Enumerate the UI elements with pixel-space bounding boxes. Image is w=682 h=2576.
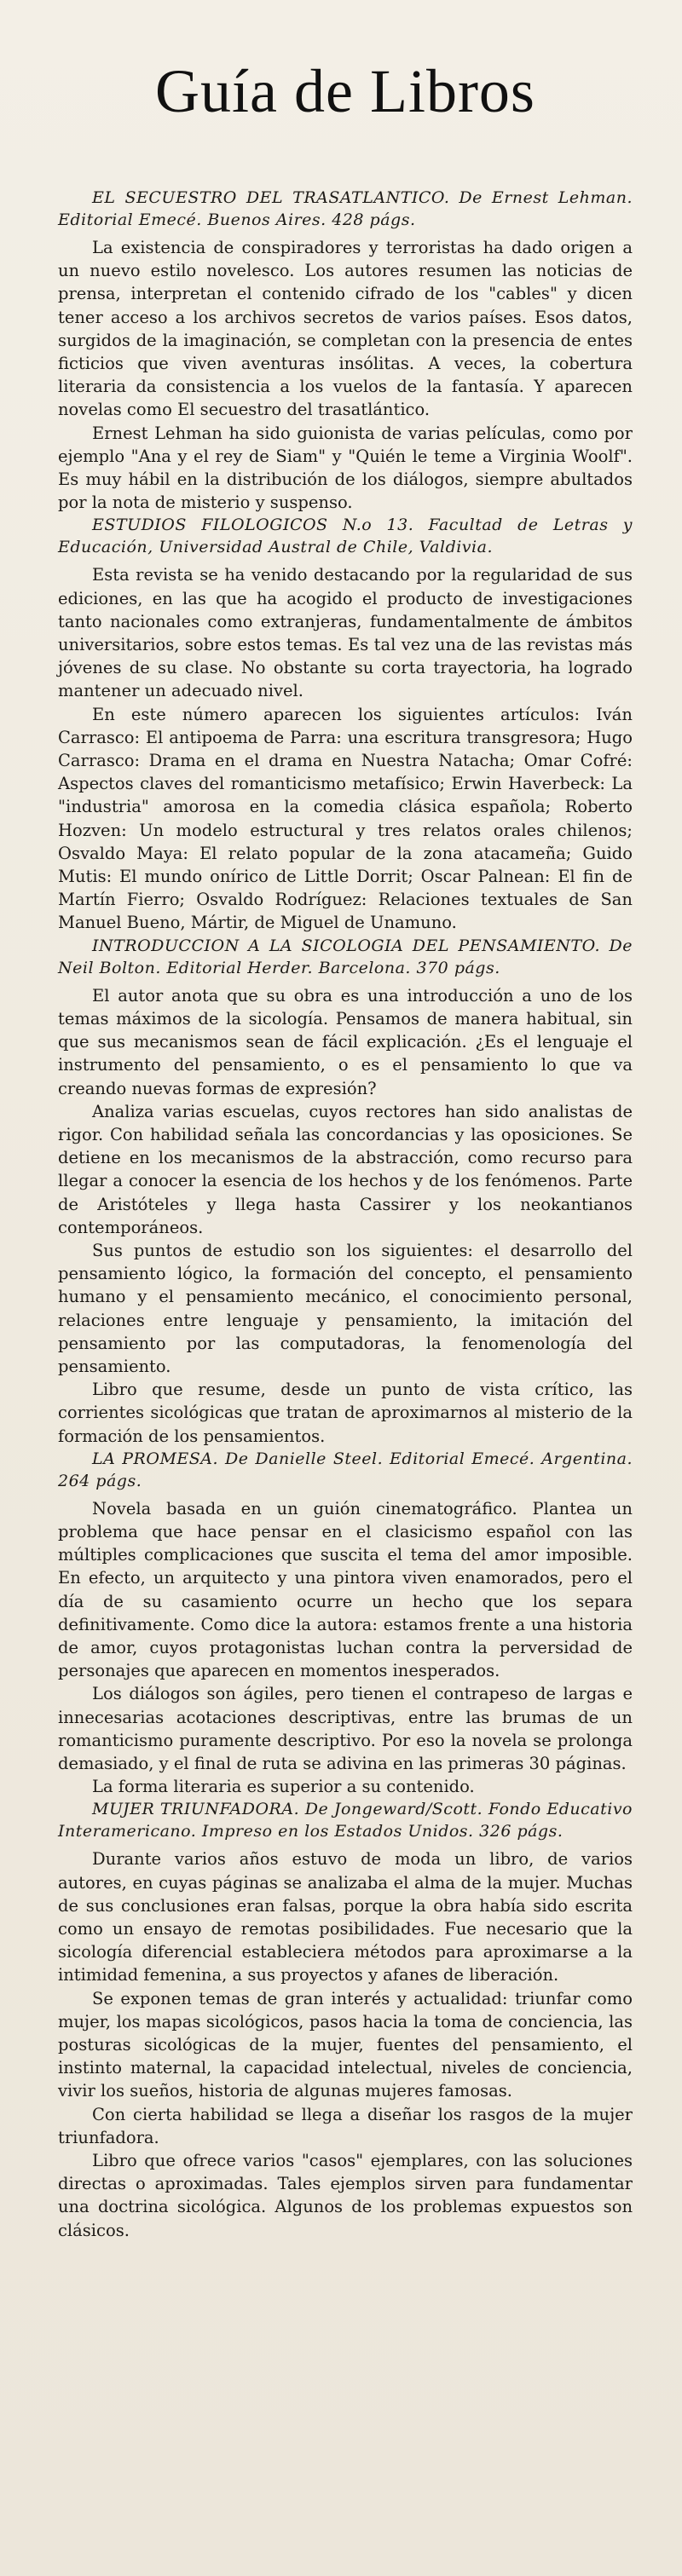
review-heading: EL SECUESTRO DEL TRASATLANTICO. De Ernest Lehman. Editorial Emecé. Buenos Aires. 428 págs. (58, 188, 633, 229)
review-paragraph: Libro que resume, desde un punto de vista crítico, las corrientes sicológicas que tratan de aproximarnos al misterio de la formación de los pensamientos. (58, 1380, 633, 1446)
review-estudios-filologicos (58, 514, 633, 934)
review-heading: ESTUDIOS FILOLOGICOS N.o 13. Facultad de Letras y Educación, Universidad Austral de Chile, Valdivia. (58, 516, 633, 557)
review-la-promesa (58, 1448, 633, 1799)
review-paragraph: Novela basada en un guión cinematográfico. Plantea un problema que hace pensar en el clasicismo español con las múltiples complicaciones que suscita el tema del amor imposible. En efecto, un arquitecto y una pintora viven enamorados, pero el día de su casamiento ocurre un hecho que los separa definitivamente. Como dice la autora: estamos frente a una historia de amor, cuyos protagonistas luchan contra la perversidad de personajes que aparecen en momentos inesperados. (58, 1498, 633, 1681)
review-paragraph: Durante varios años estuvo de moda un libro, de varios autores, en cuyas páginas se analizaba el alma de la mujer. Muchas de sus conclusiones eran falsas, porque la obra había sido escrita como un ensayo de remotas posibilidades. Fue necesario que la sicología diferencial estableciera métodos para aproximarse a la intimidad femenina, a sus proyectos y afanes de liberación. (58, 1849, 633, 1985)
review-paragraph: Los diálogos son ágiles, pero tienen el contrapeso de largas e innecesarias acotaciones descriptivas, entre las brumas de un romanticismo puramente descriptivo. Por eso la novela se prolonga demasiado, y el final de ruta se adivina en las primeras 30 páginas. (58, 1684, 633, 1773)
review-paragraph: En este número aparecen los siguientes artículos: Iván Carrasco: El antipoema de Parra: una escritura transgresora; Hugo Carrasco: Drama en el drama en Nuestra Natacha; Omar Cofré: Aspectos claves del romanticismo metafísico; Erwin Haverbeck: La "industria" amorosa en la comedia clásica española; Roberto Hozven: Un modelo estructural y tres relatos orales chilenos; Osvaldo Maya: El relato popular de la zona atacameña; Guido Mutis: El mundo onírico de Little Dorrit; Oscar Palnean: El fin de Martín Fierro; Osvaldo Rodríguez: Relaciones textuales de San Manuel Bueno, Mártir, de Miguel de Unamuno. (58, 704, 633, 933)
review-paragraph: La existencia de conspiradores y terroristas ha dado origen a un nuevo estilo novelesco. Los autores resumen las noticias de prensa, interpretan el contenido cifrado de los "cables" y dicen tener acceso a los archivos secretos de varios países. Esos datos, surgidos de la imaginación, se completan con la presencia de entes ficticios que viven aventuras insólitas. A veces, la cobertura literaria da consistencia a los vuelos de la fantasía. Y aparecen novelas como El secuestro del trasatlántico. (58, 238, 633, 420)
review-paragraph: Analiza varias escuelas, cuyos rectores han sido analistas de rigor. Con habilidad señala las concordancias y las oposiciones. Se detiene en los mecanismos de la abstracción, como recurso para llegar a conocer la esencia de los hechos y de los fenómenos. Parte de Aristóteles y llega hasta Cassirer y los neokantianos contemporáneos. (58, 1101, 633, 1237)
review-secuestro (58, 187, 633, 514)
review-paragraph: Libro que ofrece varios "casos" ejemplares, con las soluciones directas o aproximadas. Tales ejemplos sirven para fundamentar una doctrina sicológica. Algunos de los problemas expuestos son clásicos. (58, 2151, 633, 2240)
review-mujer-triunfadora (58, 1798, 633, 2241)
review-paragraph: Se exponen temas de gran interés y actualidad: triunfar como mujer, los mapas sicológicos, pasos hacia la toma de conciencia, las posturas sicológicas de la mujer, fuentes del pensamiento, el instinto maternal, la capacidad intelectual, niveles de conciencia, vivir los sueños, historia de algunas mujeres famosas. (58, 1988, 633, 2101)
review-heading: LA PROMESA. De Danielle Steel. Editorial Emecé. Argentina. 264 págs. (58, 1449, 633, 1490)
review-heading: MUJER TRIUNFADORA. De Jongeward/Scott. Fondo Educativo Interamericano. Impreso en los Estados Unidos. 326 págs. (58, 1800, 633, 1841)
page-title: Guía de Libros (155, 57, 535, 125)
review-sicologia-pensamiento (58, 935, 633, 1448)
review-paragraph: La forma literaria es superior a su contenido. (92, 1777, 475, 1797)
review-paragraph: El autor anota que su obra es una introducción a uno de los temas máximos de la sicología. Pensamos de manera habitual, sin que sus mecanismos sean de fácil explicación. ¿Es el lenguaje el instrumento del pensamiento, o es el pensamiento lo que va creando nuevas formas de expresión? (58, 985, 633, 1098)
review-paragraph: Esta revista se ha venido destacando por la regularidad de sus ediciones, en las que ha acogido el producto de investigaciones tanto nacionales como extranjeras, fundamentalmente de ámbitos universitarios, sobre estos temas. Es tal vez una de las revistas más jóvenes de su clase. No obstante su corta trayectoria, ha logrado mantener un adecuado nivel. (58, 565, 633, 701)
review-heading: INTRODUCCION A LA SICOLOGIA DEL PENSAMIENTO. De Neil Bolton. Editorial Herder. Barcelona. 370 págs. (58, 936, 633, 977)
review-paragraph: Sus puntos de estudio son los siguientes: el desarrollo del pensamiento lógico, la formación del concepto, el pensamiento humano y el pensamiento mecánico, el conocimiento personal, relaciones entre lenguaje y pensamiento, la imitación del pensamiento por las computadoras, la fenomenología del pensamiento. (58, 1240, 633, 1376)
review-paragraph: Con cierta habilidad se llega a diseñar los rasgos de la mujer triunfadora. (58, 2104, 633, 2147)
review-paragraph: Ernest Lehman ha sido guionista de varias películas, como por ejemplo "Ana y el rey de Siam" y "Quién le teme a Virginia Woolf". Es muy hábil en la distribución de los diálogos, siempre abultados por la nota de misterio y suspenso. (58, 423, 633, 513)
